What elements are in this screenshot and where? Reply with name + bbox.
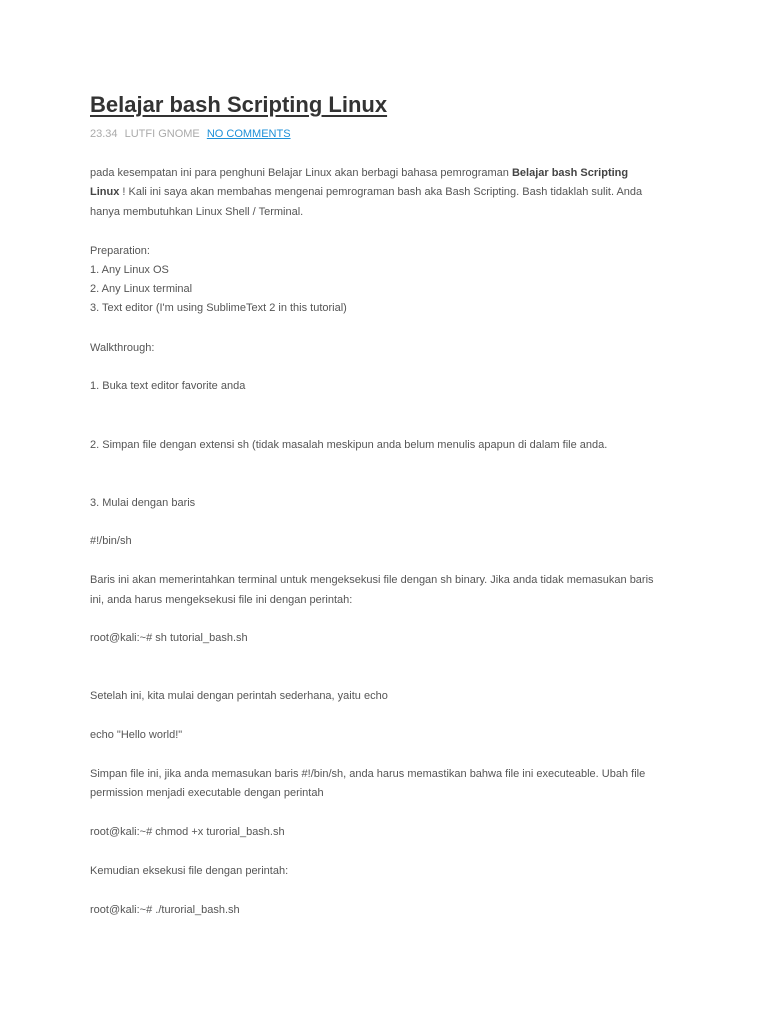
post-author[interactable]: LUTFI GNOME [124, 128, 200, 140]
cmd-chmod: root@kali:~# chmod +x turorial_bash.sh [90, 826, 285, 838]
cmd-sh: root@kali:~# sh tutorial_bash.sh [90, 632, 248, 644]
walkthrough-heading: Walkthrough: [90, 342, 155, 354]
post-meta [90, 128, 291, 140]
prep-heading: Preparation: [90, 245, 150, 257]
intro-text-cont: ! Kali ini saya akan membahas mengenai pemrograman bash aka Bash Scripting. Bash tidaklah sulit. Anda [119, 186, 643, 198]
shebang-line: #!/bin/sh [90, 535, 132, 547]
cmd-run: root@kali:~# ./turorial_bash.sh [90, 904, 240, 916]
echo-intro: Setelah ini, kita mulai dengan perintah sederhana, yaitu echo [90, 690, 388, 702]
prep-item-3: 3. Text editor (I'm using SublimeText 2 in this tutorial) [90, 302, 347, 314]
intro-text: pada kesempatan ini para penghuni Belajar Linux akan berbagi bahasa pemrograman [90, 167, 512, 179]
explain-line-2: ini, anda harus mengeksekusi file ini dengan perintah: [90, 594, 353, 606]
prep-item-1: 1. Any Linux OS [90, 264, 169, 276]
intro-bold-title: Belajar bash Scripting [511, 167, 629, 179]
intro-line-1 [90, 164, 628, 183]
post-title[interactable]: Belajar bash Scripting Linux [90, 92, 388, 117]
save-line-1: Simpan file ini, jika anda memasukan baris #!/bin/sh, anda harus memastikan bahwa file ini executeable. Ubah file [90, 768, 646, 780]
intro-line-3: hanya membutuhkan Linux Shell / Terminal. [90, 206, 304, 218]
post-time: 23.34 [90, 128, 118, 140]
intro-line-2 [90, 183, 642, 202]
comments-link[interactable]: NO COMMENTS [206, 128, 291, 140]
echo-command: echo "Hello world!" [90, 729, 183, 741]
step-1: 1. Buka text editor favorite anda [90, 380, 246, 392]
exec-intro: Kemudian eksekusi file dengan perintah: [90, 865, 289, 877]
save-line-2: permission menjadi executable dengan perintah [90, 787, 324, 799]
explain-line-1: Baris ini akan memerintahkan terminal untuk mengeksekusi file dengan sh binary. Jika anda tidak memasukan baris [90, 574, 654, 586]
step-2: 2. Simpan file dengan extensi sh (tidak masalah meskipun anda belum menulis apapun di dalam file anda. [90, 439, 608, 451]
intro-bold-linux: Linux [90, 186, 120, 198]
step-3: 3. Mulai dengan baris [90, 497, 196, 509]
prep-item-2: 2. Any Linux terminal [90, 283, 193, 295]
